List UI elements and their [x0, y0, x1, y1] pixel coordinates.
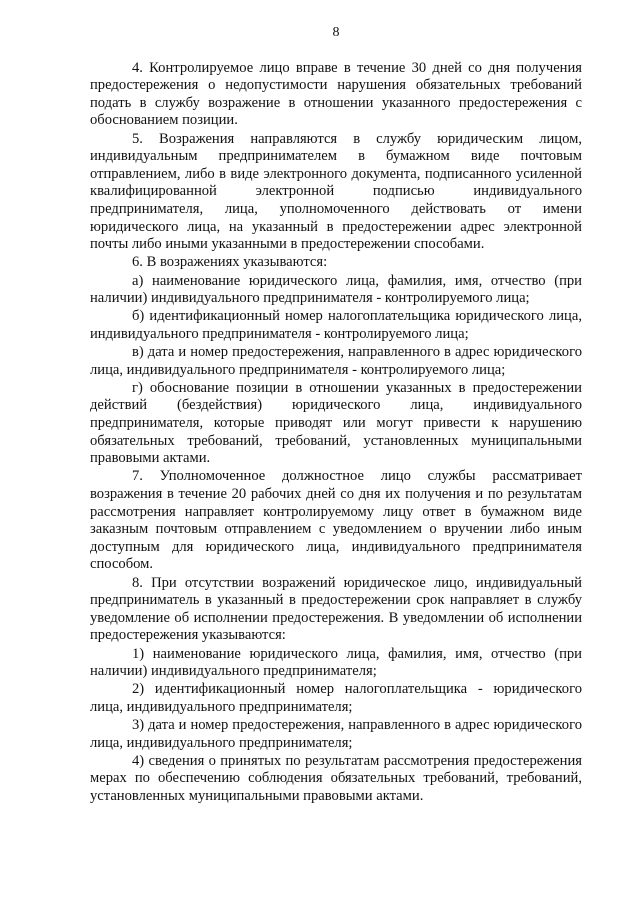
- list-item-a: а) наименование юридического лица, фамилия, имя, отчество (при наличии) индивидуального предпринимателя - контролируемого лица;: [90, 272, 582, 307]
- list-item-4: 4) сведения о принятых по результатам рассмотрения предостережения мерах по обеспечению соблюдения обязательных требований, требований, установленных муниципальными правовыми актами.: [90, 752, 582, 805]
- paragraph-7: 7. Уполномоченное должностное лицо службы рассматривает возражения в течение 20 рабочих дней со дня их получения и по результатам рассмотрения направляет контролируемому лицу ответ в бумажном виде заказным почтовым отправлением с уведомлением о вручении либо иным доступным для юридического лица, индивидуального предпринимателя способом.: [90, 468, 582, 573]
- paragraph-5: 5. Возражения направляются в службу юридическим лицом, индивидуальным предпринимателем в бумажном виде почтовым отправлением, либо в виде электронного документа, подписанного усиленной квалифицированной электронной подписью индивидуального предпринимателя, лица, уполномоченного действовать от имени юридического лица, на указанный в предостережении адрес электронной почты либо иными указанными в предостережении способами.: [90, 130, 582, 253]
- document-page: [90, 0, 582, 806]
- paragraph-8: 8. При отсутствии возражений юридическое лицо, индивидуальный предприниматель в указанный в предостережении срок направляет в службу уведомление об исполнении предостережения. В уведомлении об исполнении предостережения указываются:: [90, 574, 582, 644]
- list-item-2: 2) идентификационный номер налогоплательщика - юридического лица, индивидуального предпринимателя;: [90, 681, 582, 715]
- paragraph-4: 4. Контролируемое лицо вправе в течение 30 дней со дня получения предостережения о недопустимости нарушения обязательных требований подать в службу возражение в отношении указанного предостережения с обоснованием позиции.: [90, 59, 582, 129]
- paragraph-6-heading: 6. В возражениях указываются:: [132, 254, 328, 271]
- list-item-g: г) обоснование позиции в отношении указанных в предостережении действий (бездействия) юридического лица, индивидуального предпринимателя, которые приводят или могут привести к нарушению обязательных требований, требований, установленных муниципальными правовыми актами.: [90, 379, 582, 467]
- list-item-v: в) дата и номер предостережения, направленного в адрес юридического лица, индивидуального предпринимателя - контролируемого лица;: [90, 344, 582, 378]
- list-item-3: 3) дата и номер предостережения, направленного в адрес юридического лица, индивидуального предпринимателя;: [90, 717, 582, 751]
- list-item-b: б) идентификационный номер налогоплательщика юридического лица, индивидуального предпринимателя - контролируемого лица;: [90, 308, 582, 342]
- page-number: 8: [332, 25, 340, 40]
- list-item-1: 1) наименование юридического лица, фамилия, имя, отчество (при наличии) индивидуального предпринимателя;: [90, 645, 582, 680]
